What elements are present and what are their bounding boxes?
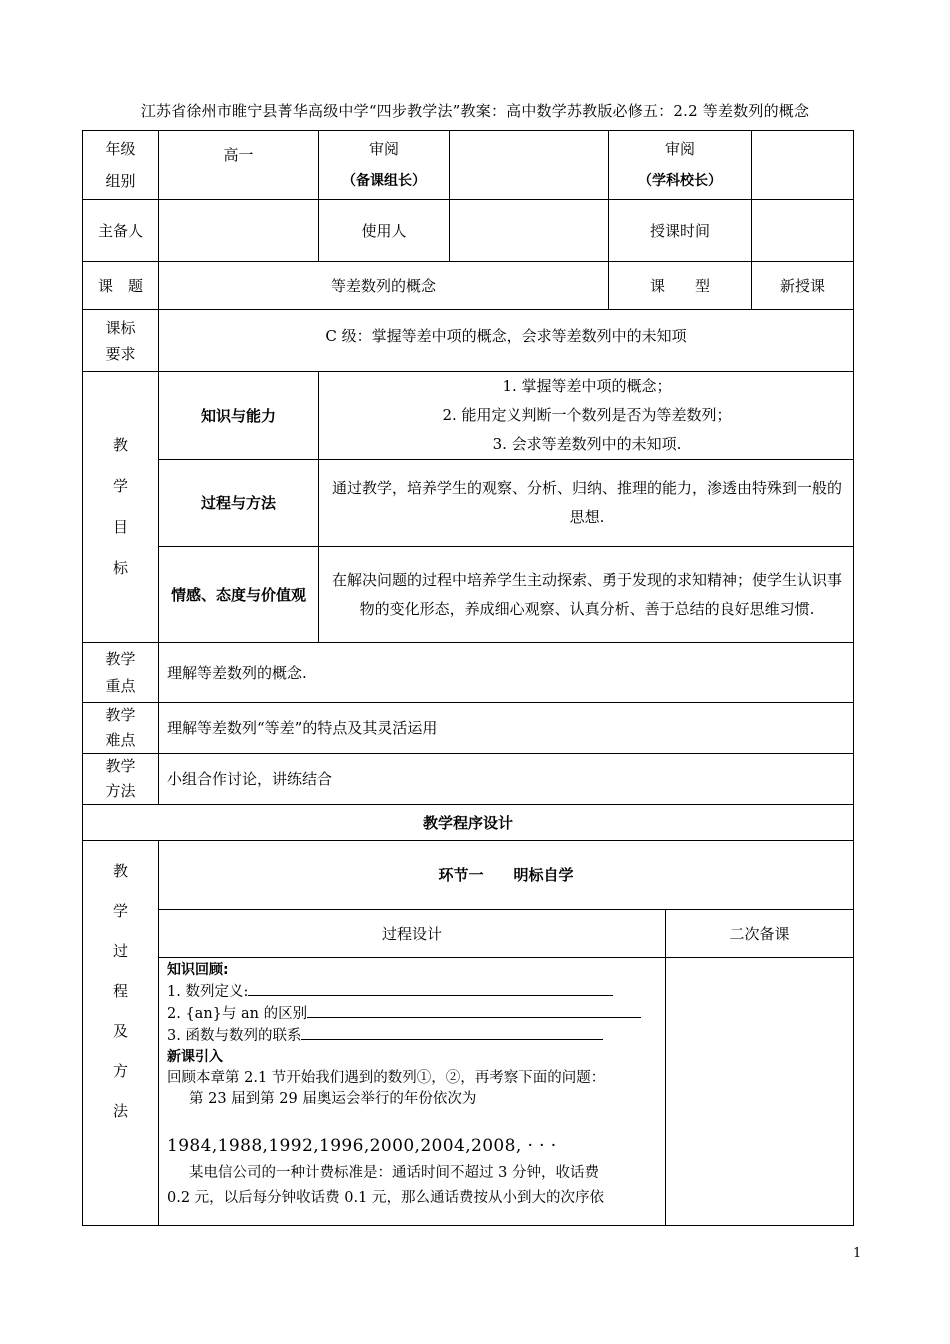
- time-label: 授课时间: [609, 200, 752, 262]
- olympic-sequence: 1984,1988,1992,1996,2000,2004,2008, · · ·: [167, 1136, 557, 1156]
- preparer-label: 主备人: [83, 200, 159, 262]
- second-prep-cell: [666, 958, 854, 1226]
- phone-line-1: 某电信公司的一种计费标准是：通话时间不超过 3 分钟，收话费: [189, 1165, 599, 1181]
- review-item: 3. 函数与数列的联系: [167, 1025, 657, 1047]
- review2-value: [752, 131, 854, 200]
- process-char-5: 及: [112, 1022, 128, 1040]
- type-value: 新授课: [752, 262, 854, 310]
- process-char-3: 过: [112, 942, 128, 960]
- row-goal-process: [83, 460, 854, 547]
- new-title: 新课引入: [167, 1049, 223, 1065]
- knowledge-item: 2. 能用定义判断一个数列是否为等差数列；: [442, 406, 732, 424]
- lesson-plan-table: [82, 130, 854, 1226]
- design-title: 教学程序设计: [83, 805, 854, 841]
- grade-label-cell: [83, 131, 159, 200]
- row-difficulty: [83, 703, 854, 754]
- process-char-7: 法: [112, 1102, 128, 1120]
- row-process-headers: [83, 910, 854, 958]
- stage-title: 环节一 明标自学: [159, 841, 854, 910]
- knowledge-label: 知识与能力: [159, 372, 319, 460]
- focus-value: 理解等差数列的概念.: [159, 643, 854, 703]
- col-design-header: 过程设计: [159, 910, 666, 958]
- row-topic: [83, 262, 854, 310]
- process-char-6: 方: [112, 1062, 128, 1080]
- type-label: 课 型: [609, 262, 752, 310]
- row-goal-emotion: [83, 547, 854, 643]
- row-grade: [83, 131, 854, 200]
- focus-label-line1: 教学: [105, 649, 136, 668]
- method-label-line1: 教学: [105, 757, 136, 775]
- process-char-1: 教: [112, 862, 128, 880]
- knowledge-item: 3. 会求等差数列中的未知项.: [492, 435, 682, 453]
- review-item: 1. 数列定义:: [167, 981, 657, 1003]
- grade-label-line2: 组别: [105, 172, 136, 190]
- difficulty-label-line1: 教学: [105, 706, 136, 724]
- review2-sub: （学科校长）: [638, 173, 722, 189]
- process-label-cell: [83, 841, 159, 1226]
- process-char-2: 学: [112, 902, 128, 920]
- knowledge-item: 1. 掌握等差中项的概念；: [502, 377, 672, 395]
- method-label-cell: [83, 754, 159, 805]
- review1-label: 审阅: [368, 140, 399, 158]
- grade-value: 高一: [159, 131, 319, 200]
- goals-char-1: 教: [112, 436, 128, 454]
- difficulty-value: 理解等差数列“等差”的特点及其灵活运用: [159, 703, 854, 754]
- goals-char-4: 标: [112, 559, 128, 577]
- col-second-header: 二次备课: [666, 910, 854, 958]
- page-number: 1: [853, 1246, 862, 1261]
- review1-value: [450, 131, 609, 200]
- req-value: C 级：掌握等差中项的概念，会求等差数列中的未知项: [159, 310, 854, 372]
- review-item: 2. {an}与 an 的区别: [167, 1003, 657, 1025]
- grade-label-line1: 年级: [105, 140, 136, 158]
- row-process-content: [83, 958, 854, 1226]
- process-char-4: 程: [112, 982, 128, 1000]
- topic-value: 等差数列的概念: [159, 262, 609, 310]
- difficulty-label-line2: 难点: [105, 731, 136, 749]
- user-label: 使用人: [319, 200, 450, 262]
- row-stage: [83, 841, 854, 910]
- row-preparer: [83, 200, 854, 262]
- emotion-value: 在解决问题的过程中培养学生主动探索、勇于发现的求知精神；使学生认识事物的变化形态，养成细心观察、认真分析、善于总结的良好思维习惯.: [319, 547, 854, 643]
- focus-label-line2: 重点: [105, 676, 136, 695]
- review1-cell: [319, 131, 450, 200]
- req-label-line2: 要求: [105, 344, 136, 363]
- phone-line-2: 0.2 元，以后每分钟收话费 0.1 元，那么通话费按从小到大的次序依: [167, 1190, 604, 1206]
- process-content: [159, 958, 666, 1226]
- method-label-line2: 方法: [105, 782, 136, 800]
- review1-sub: （备课组长）: [342, 173, 426, 189]
- method-value: 小组合作讨论，讲练结合: [159, 754, 854, 805]
- req-label-line1: 课标: [105, 318, 136, 337]
- document-header: 江苏省徐州市睢宁县菁华高级中学“四步教学法”教案：高中数学苏教版必修五：2.2 等差数列的概念: [140, 102, 810, 120]
- knowledge-list: [319, 372, 854, 460]
- row-requirement: [83, 310, 854, 372]
- review2-cell: [609, 131, 752, 200]
- process-value: 通过教学，培养学生的观察、分析、归纳、推理的能力，渗透由特殊到一般的思想.: [319, 460, 854, 547]
- review-title: 知识回顾:: [167, 962, 229, 978]
- req-label-cell: [83, 310, 159, 372]
- row-focus: [83, 643, 854, 703]
- difficulty-label-cell: [83, 703, 159, 754]
- row-method: [83, 754, 854, 805]
- row-design-title: [83, 805, 854, 841]
- time-value: [752, 200, 854, 262]
- goals-char-3: 目: [112, 518, 128, 536]
- preparer-value: [159, 200, 319, 262]
- goals-char-2: 学: [112, 477, 128, 495]
- topic-label: 课 题: [83, 262, 159, 310]
- focus-label-cell: [83, 643, 159, 703]
- emotion-label: 情感、态度与价值观: [159, 547, 319, 643]
- olympic-line: 第 23 届到第 29 届奥运会举行的年份依次为: [189, 1091, 477, 1107]
- process-label: 过程与方法: [159, 460, 319, 547]
- goals-label-cell: [83, 372, 159, 643]
- row-goal-knowledge: [83, 372, 854, 460]
- user-value: [450, 200, 609, 262]
- intro-line: 回顾本章第 2.1 节开始我们遇到的数列①，②，再考察下面的问题：: [167, 1070, 606, 1086]
- review2-label: 审阅: [664, 140, 695, 158]
